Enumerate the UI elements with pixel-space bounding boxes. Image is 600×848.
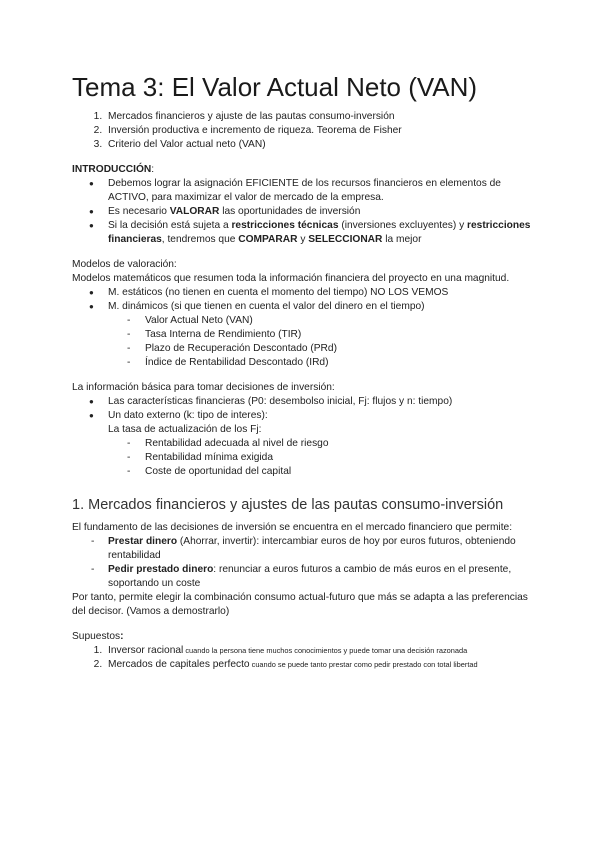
section-heading: 1. Mercados financieros y ajustes de las pautas consumo-inversión — [72, 497, 504, 513]
list-item: - Índice de Rentabilidad Descontado (IRd) — [144, 356, 532, 370]
intro-list — [72, 177, 532, 247]
toc-item: 1. Mercados financieros y ajuste de las pautas consumo-inversión — [105, 110, 532, 124]
list-item — [105, 658, 532, 672]
bold-text: restricciones financieras — [108, 220, 531, 245]
info-continuation: La tasa de actualización de los Fj: — [108, 424, 262, 435]
small-text: cuando la persona tiene muchos conocimientos y puede tomar una decisión razonada — [183, 646, 468, 655]
text: y — [297, 234, 309, 245]
list-item: - Coste de oportunidad del capital — [144, 465, 532, 479]
list-item: - Tasa Interna de Rendimiento (TIR) — [144, 328, 532, 342]
bold-text: Prestar dinero — [108, 536, 178, 547]
small-text: cuando se puede tanto prestar como pedir prestado con total libertad — [249, 660, 478, 669]
text: Inversor racional — [108, 645, 184, 656]
intro-heading-text: INTRODUCCIÓN — [72, 164, 152, 175]
bold-text: restricciones técnicas — [231, 220, 339, 231]
text: Si la decisión está sujeta a — [108, 220, 232, 231]
info-heading: La información básica para tomar decisiones de inversión: — [72, 382, 335, 393]
toc-item: 3. Criterio del Valor actual neto (VAN) — [105, 138, 532, 152]
section-dash-list — [72, 535, 532, 591]
bold-text: VALORAR — [169, 206, 220, 217]
list-item: - Rentabilidad adecuada al nivel de riesgo — [144, 437, 532, 451]
intro-heading — [72, 163, 532, 177]
text: , tendremos que — [161, 234, 239, 245]
supuestos-heading — [72, 630, 532, 644]
toc-item: 2. Inversión productiva e incremento de riqueza. Teorema de Fisher — [105, 124, 532, 138]
text: : renunciar a euros futuros a cambio de más euros en el presente, soportando un coste — [108, 564, 512, 589]
bold-text: SELECCIONAR — [308, 234, 383, 245]
table-of-contents — [72, 110, 532, 152]
text: (inversiones excluyentes) y — [338, 220, 468, 231]
list-item: ● M. dinámicos (si que tienen en cuenta el valor del dinero en el tiempo) — [105, 300, 532, 314]
list-item: - Valor Actual Neto (VAN) — [144, 314, 532, 328]
modelos-sublist — [72, 314, 532, 370]
modelos-description: Modelos matemáticos que resumen toda la información financiera del proyecto en una magnitud. — [72, 273, 510, 284]
bold-text: Pedir prestado dinero — [108, 564, 214, 575]
text: las oportunidades de inversión — [219, 206, 361, 217]
list-item: ● Un dato externo (k: tipo de interes): — [105, 409, 532, 423]
list-item — [108, 563, 532, 591]
info-list — [72, 395, 532, 423]
supuestos-heading-text: Supuestos — [72, 631, 121, 642]
list-item — [105, 644, 532, 658]
list-item — [108, 535, 532, 563]
supuestos-heading-suffix: : — [120, 631, 124, 642]
modelos-heading: Modelos de valoración: — [72, 259, 177, 270]
document-page — [72, 70, 532, 672]
text: la mejor — [382, 234, 422, 245]
supuestos-list — [72, 644, 532, 672]
section-paragraph: Por tanto, permite elegir la combinación consumo actual-futuro que más se adapta a las preferencias del decisor. (Vamos a demostrarlo) — [72, 592, 528, 617]
modelos-list — [72, 286, 532, 314]
text: Es necesario — [108, 206, 170, 217]
list-item: ● Debemos lograr la asignación EFICIENTE de los recursos financieros en elementos de ACTIVO, para maximizar el valor de mercado de la empresa. — [105, 177, 532, 205]
text: (Ahorrar, invertir): intercambiar euros de hoy por euros futuros, obteniendo rentabilidad — [108, 536, 516, 561]
list-item — [105, 205, 532, 219]
list-item — [105, 219, 532, 247]
list-item: ● Las características financieras (P0: desembolso inicial, Fj: flujos y n: tiempo) — [105, 395, 532, 409]
bold-text: COMPARAR — [238, 234, 298, 245]
list-item: ● M. estáticos (no tienen en cuenta el momento del tiempo) NO LOS VEMOS — [105, 286, 532, 300]
section-paragraph: El fundamento de las decisiones de inversión se encuentra en el mercado financiero que permite: — [72, 522, 513, 533]
intro-heading-suffix: : — [151, 164, 155, 175]
page-title: Tema 3: El Valor Actual Neto (VAN) — [72, 72, 478, 102]
list-item: - Plazo de Recuperación Descontado (PRd) — [144, 342, 532, 356]
info-sublist — [72, 437, 532, 479]
list-item: - Rentabilidad mínima exigida — [144, 451, 532, 465]
text: Mercados de capitales perfecto — [108, 659, 250, 670]
